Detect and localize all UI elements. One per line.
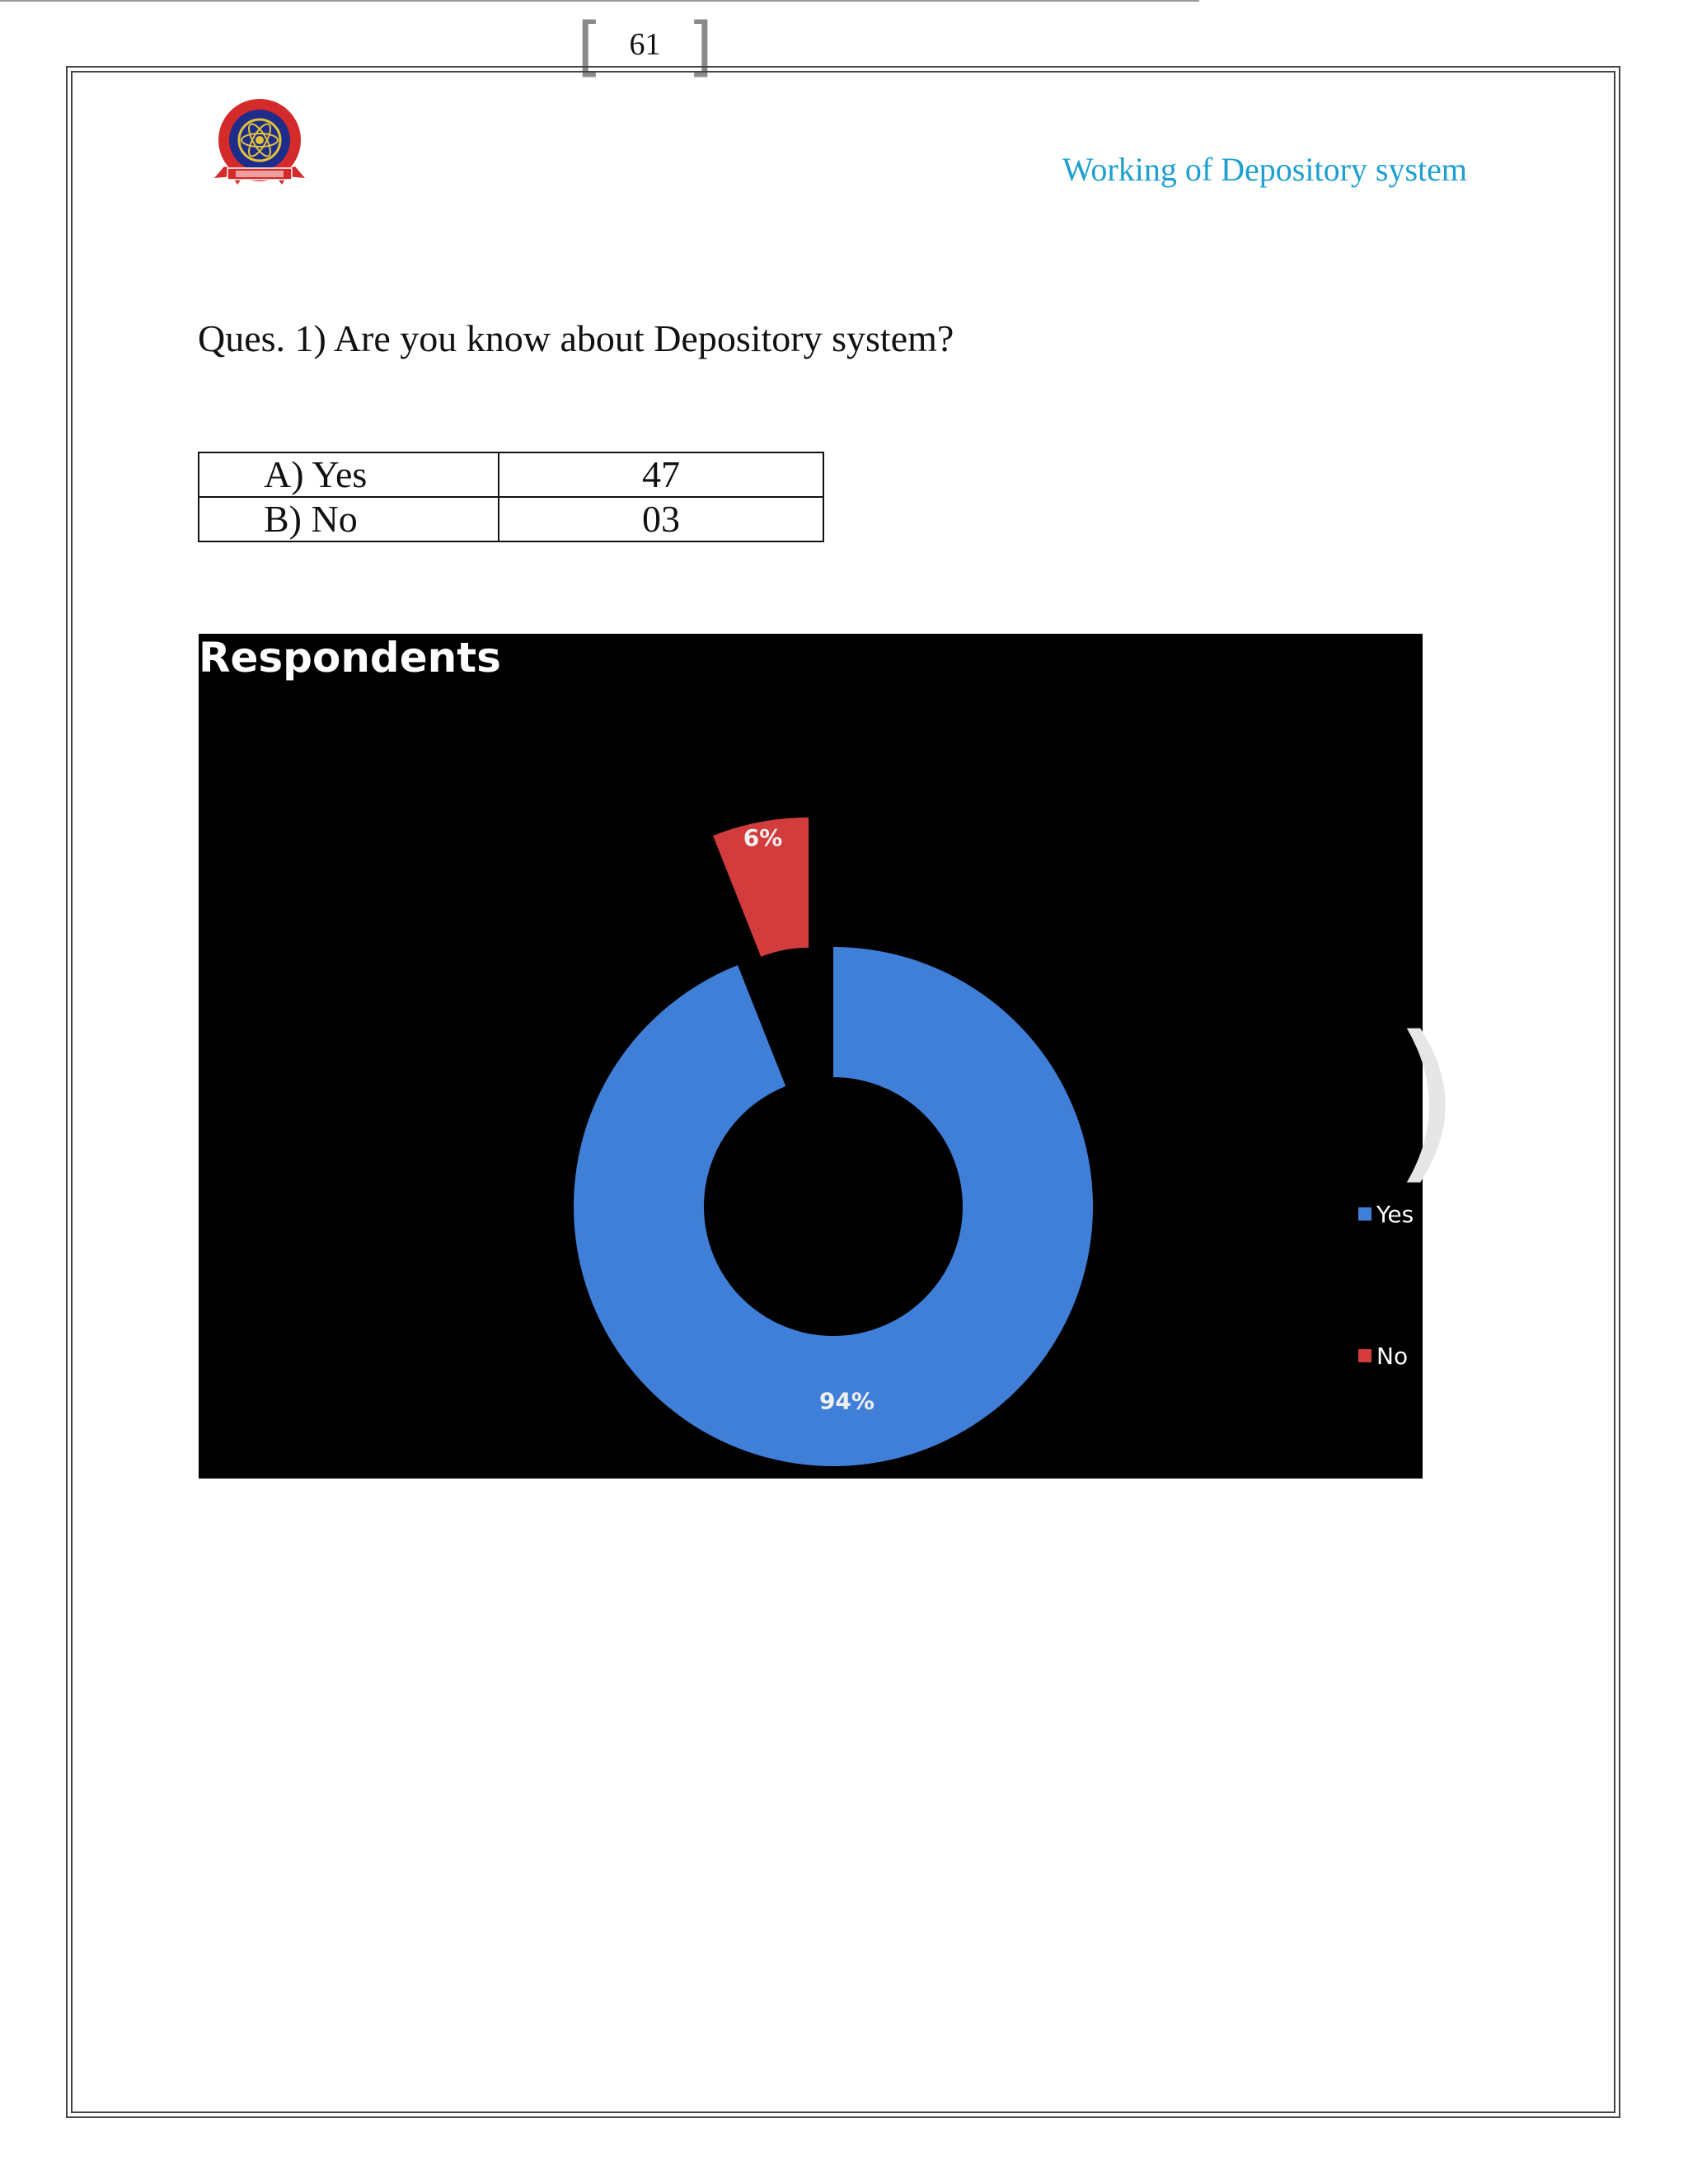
donut-chart <box>199 634 1423 1479</box>
option-cell: A) Yes <box>199 452 499 497</box>
table-row <box>199 497 823 541</box>
right-bracket: ] <box>687 10 713 84</box>
donut-chart-svg <box>199 634 1423 1479</box>
legend-swatch-no <box>1358 1349 1372 1362</box>
page-number: 61 <box>629 27 661 62</box>
left-bracket: [ <box>577 10 603 84</box>
slice-label-no: 6% <box>743 824 783 852</box>
faint-bracket-mark: ) <box>1393 999 1461 1201</box>
university-logo-icon <box>208 97 312 188</box>
chart-title: Respondents <box>199 634 501 682</box>
legend-item-yes <box>1358 1201 1414 1228</box>
table-row <box>199 452 823 497</box>
responses-table <box>198 452 824 542</box>
legend-label-no: No <box>1376 1343 1409 1370</box>
legend-label-yes: Yes <box>1376 1201 1414 1228</box>
question-text: Ques. 1) Are you know about Depository system? <box>198 317 954 359</box>
top-rule <box>0 0 1199 2</box>
count-cell: 03 <box>499 497 823 541</box>
legend-swatch-yes <box>1358 1207 1372 1221</box>
slice-label-yes: 94% <box>818 1387 874 1415</box>
running-header: Working of Depository system <box>1062 151 1467 188</box>
count-cell: 47 <box>499 452 823 497</box>
legend-item-no <box>1358 1343 1408 1370</box>
option-cell: B) No <box>199 497 499 541</box>
